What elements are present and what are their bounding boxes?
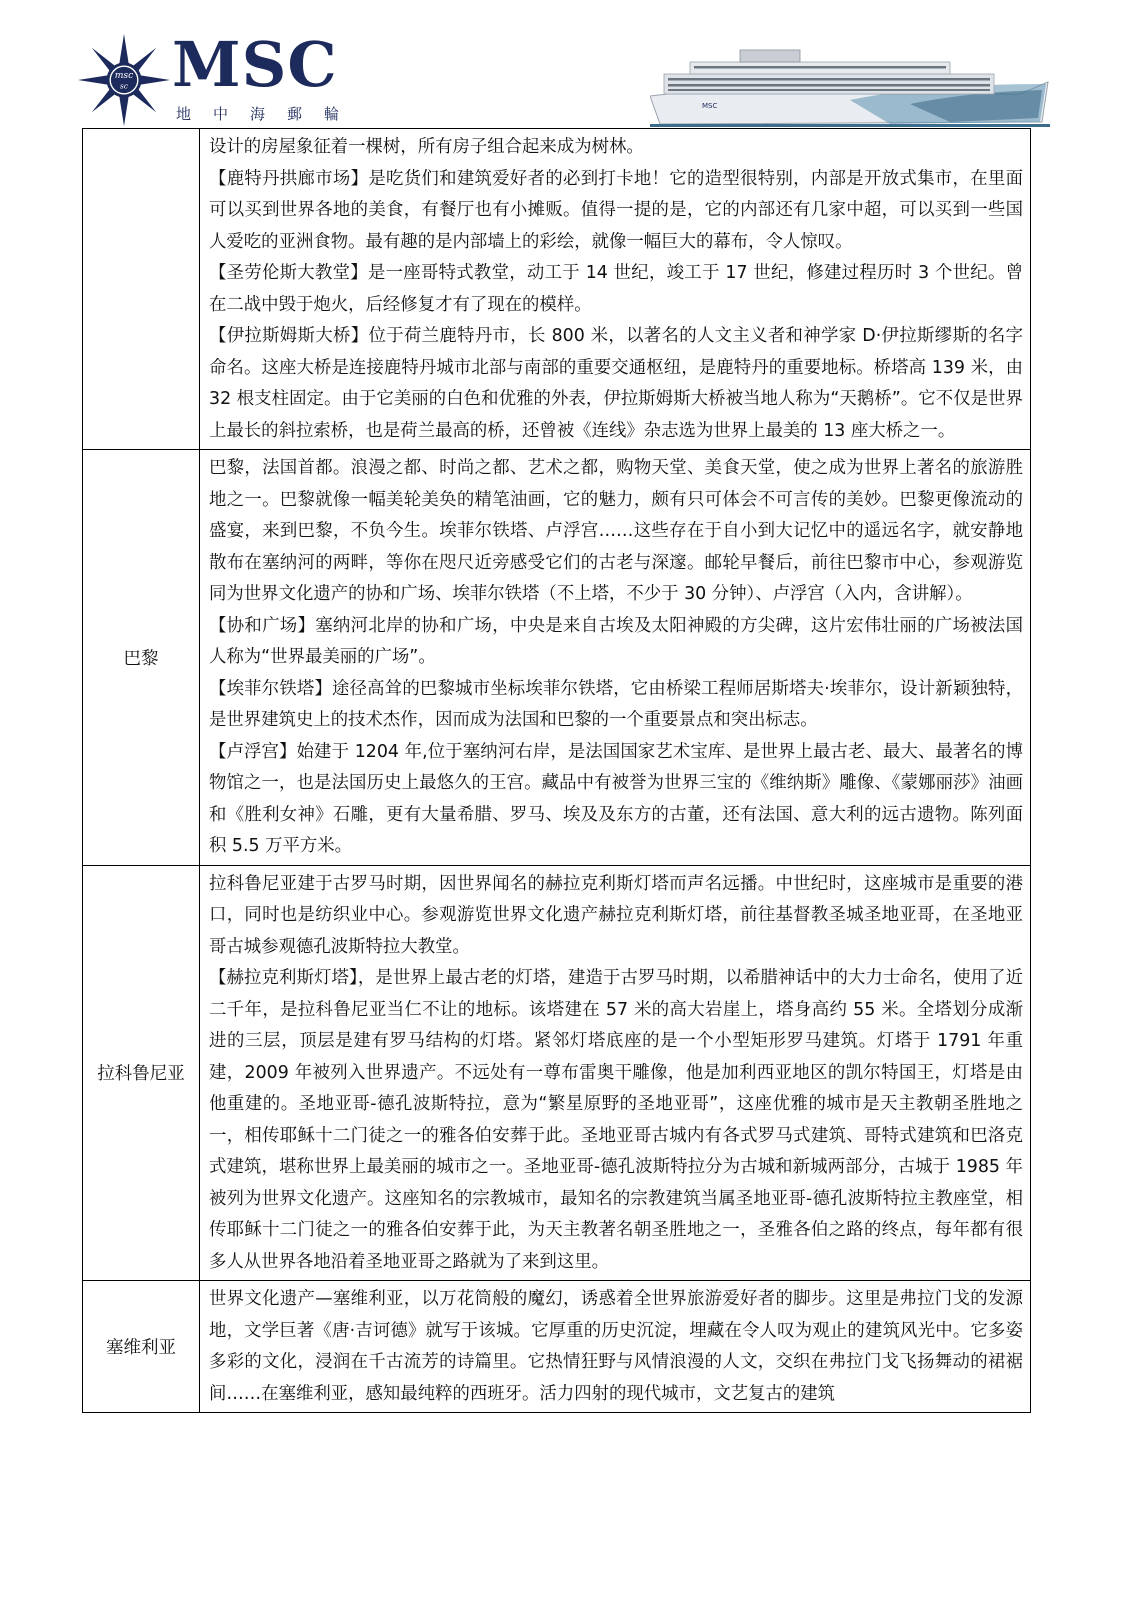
paragraph: 设计的房屋象征着一棵树，所有房子组合起来成为树林。 <box>209 137 644 157</box>
paragraph: 【卢浮宫】始建于 1204 年,位于塞纳河右岸，是法国国家艺术宝库、是世界上最古老、最大、最著名的博物馆之一，也是法国历史上最悠久的王宫。藏品中有被誉为世界三宝的《维纳斯》雕像、《蒙娜丽莎》油画和《胜利女神》石雕，更有大量希腊、罗马、埃及及东方的古董，还有法国、意大利的远古遗物。陈列面积 5.5 万平方米。 <box>209 741 1023 856</box>
paragraph: 【协和广场】塞纳河北岸的协和广场，中央是来自古埃及太阳神殿的方尖碑，这片宏伟壮丽的广场被法国人称为“世界最美丽的广场”。 <box>209 615 1023 667</box>
description-cell <box>200 129 1031 449</box>
table-row <box>83 129 1031 450</box>
paragraph: 【鹿特丹拱廊市场】是吃货们和建筑爱好者的必到打卡地！它的造型很特别，内部是开放式集市，在里面可以买到世界各地的美食，有餐厅也有小摊贩。值得一提的是，它的内部还有几家中超，可以买到一些国人爱吃的亚洲食物。最有趣的是内部墙上的彩绘，就像一幅巨大的幕布，令人惊叹。 <box>209 168 1023 252</box>
city-cell <box>83 129 200 449</box>
page-header <box>0 0 1131 128</box>
city-cell: 塞维利亚 <box>83 1281 200 1412</box>
paragraph: 【赫拉克利斯灯塔】，是世界上最古老的灯塔，建造于古罗马时期，以希腊神话中的大力士命名，使用了近二千年，是拉科鲁尼亚当仁不让的地标。该塔建在 57 米的高大岩崖上，塔身高约 55 米。全塔划分成渐进的三层，顶层是建有罗马结构的灯塔。紧邻灯塔底座的是一个小型矩形罗马建筑。灯塔于 1791 年重建，2009 年被列入世界遗产。不远处有一尊布雷奥干雕像，他是加利西亚地区的凯尔特国王，灯塔是由他重建的。圣地亚哥-德孔波斯特拉，意为“繁星原野的圣地亚哥”，这座优雅的城市是天主教朝圣胜地之一，相传耶稣十二门徒之一的雅各伯安葬于此。圣地亚哥古城内有各式罗马式建筑、哥特式建筑和巴洛克式建筑，堪称世界上最美丽的城市之一。圣地亚哥-德孔波斯特拉分为古城和新城两部分，古城于 1985 年被列为世界文化遗产。这座知名的宗教城市，最知名的宗教建筑当属圣地亚哥-德孔波斯特拉主教座堂，相传耶稣十二门徒之一的雅各伯安葬于此，为天主教著名朝圣胜地之一，圣雅各伯之路的终点，每年都有很多人从世界各地沿着圣地亚哥之路就为了来到这里。 <box>209 968 1023 1272</box>
table-row <box>83 866 1031 1282</box>
description-cell <box>200 450 1031 865</box>
paragraph: 【埃菲尔铁塔】途径高耸的巴黎城市坐标埃菲尔铁塔，它由桥梁工程师居斯塔夫·埃菲尔，设计新颖独特，是世界建筑史上的技术杰作，因而成为法国和巴黎的一个重要景点和突出标志。 <box>209 678 1023 730</box>
paragraph: 拉科鲁尼亚建于古罗马时期，因世界闻名的赫拉克利斯灯塔而声名远播。中世纪时，这座城市是重要的港口，同时也是纺织业中心。参观游览世界文化遗产赫拉克利斯灯塔，前往基督教圣城圣地亚哥，在圣地亚哥古城参观德孔波斯特拉大教堂。 <box>209 873 1023 957</box>
svg-text:msc: msc <box>114 70 134 82</box>
msc-compass-star-icon <box>78 34 170 126</box>
description-cell <box>200 1281 1031 1412</box>
city-cell: 拉科鲁尼亚 <box>83 866 200 1281</box>
table-row <box>83 450 1031 866</box>
itinerary-table <box>82 128 1031 1413</box>
msc-logo-subtitle: 地中海郵輪 <box>176 105 362 123</box>
city-cell: 巴黎 <box>83 450 200 865</box>
paragraph: 世界文化遗产—塞维利亚，以万花筒般的魔幻，诱惑着全世界旅游爱好者的脚步。这里是弗拉门戈的发源地，文学巨著《唐·吉诃德》就写于该城。它厚重的历史沉淀，埋藏在令人叹为观止的建筑风光中。它多姿多彩的文化，浸润在千古流芳的诗篇里。它热情狂野与风情浪漫的人文，交织在弗拉门戈飞扬舞动的裙裾间……在塞维利亚，感知最纯粹的西班牙。活力四射的现代城市，文艺复古的建筑 <box>209 1289 1023 1404</box>
msc-logo-text: MSC <box>172 28 338 101</box>
svg-text:sc: sc <box>120 81 128 91</box>
paragraph: 巴黎，法国首都。浪漫之都、时尚之都、艺术之都，购物天堂、美食天堂，使之成为世界上著名的旅游胜地之一。巴黎就像一幅美轮美奂的精笔油画，它的魅力，颇有只可体会不可言传的美妙。巴黎更像流动的盛宴，来到巴黎，不负今生。埃菲尔铁塔、卢浮宫……这些存在于自小到大记忆中的遥远名字，就安静地散布在塞纳河的两畔，等你在咫尺近旁感受它们的古老与深邃。邮轮早餐后，前往巴黎市中心，参观游览同为世界文化遗产的协和广场、埃菲尔铁塔（不上塔，不少于 30 分钟）、卢浮宫（入内，含讲解）。 <box>209 458 1023 604</box>
paragraph: 【圣劳伦斯大教堂】是一座哥特式教堂，动工于 14 世纪，竣工于 17 世纪，修建过程历时 3 个世纪。曾在二战中毁于炮火，后经修复才有了现在的模样。 <box>209 263 1023 315</box>
ship-hull-label: MSC <box>702 102 718 110</box>
cruise-ship-image <box>650 44 1050 128</box>
paragraph: 【伊拉斯姆斯大桥】位于荷兰鹿特丹市，长 800 米，以著名的人文主义者和神学家 D·伊拉斯缪斯的名字命名。这座大桥是连接鹿特丹城市北部与南部的重要交通枢纽，是鹿特丹的重要地标。桥塔高 139 米，由 32 根支柱固定。由于它美丽的白色和优雅的外表，伊拉斯姆斯大桥被当地人称为“天鹅桥”。它不仅是世界上最长的斜拉索桥，也是荷兰最高的桥，还曾被《连线》杂志选为世界上最美的 13 座大桥之一。 <box>209 326 1023 441</box>
table-row <box>83 1281 1031 1413</box>
description-cell <box>200 866 1031 1281</box>
